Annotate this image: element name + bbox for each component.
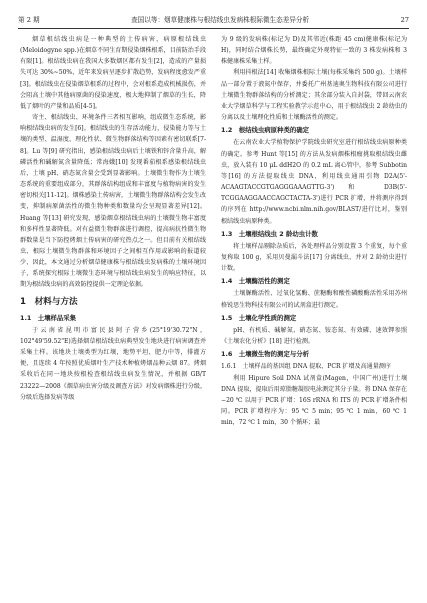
subsection-heading-1-4: 1.4 土壤酶活性的测定 <box>221 277 290 286</box>
running-title: 查国以等：烟草健康株与根结线虫发病株根际微生态差异分析 <box>131 16 310 24</box>
right-column <box>221 34 407 428</box>
issue-label: 第 2 期 <box>18 16 40 24</box>
methods-paragraph-1-3: 将土壤样品剔除杂质后，各处理样品分别设置 3 个重复，每个重复称取 100 g，采用贝曼漏斗法[17] 分离线虫，并对 2 龄幼虫进行计数。 <box>221 242 407 273</box>
methods-paragraph-1-5: pH、有机质、碱解氮、硝态氮、铵态氮、有效磷、速效钾参照《土壤农化分析》[18] 进行检测。 <box>221 326 407 346</box>
subsection-heading-1-6: 1.6 土壤微生物的测定与分析 <box>221 350 310 359</box>
left-column <box>20 34 206 403</box>
intro-paragraph-1: 烟草根结线虫病是一种典型的土传病害，病原根结线虫(Meloidogyne spp.)在烟草不同生育期侵染烟株根系，目前防治手段有限[1]。根结线虫病在我国大多数烟区都有发生[2]，造成的产量损失可达 30%~50%，近年来发病呈逐步扩散趋势，发病程度愈发严重[3]。根结线虫在侵染烟草根系的过程中，会对根系造成机械损伤，并会阻高土壤中其他病原菌的侵染速度，极大地抑制了烟草的生长，降低了烟叶的产量和品质[4-5]。 <box>20 36 206 110</box>
header-rule <box>18 28 409 29</box>
subsection-heading-1-1: 1.1 土壤样品采集 <box>20 313 77 322</box>
methods-paragraph-sampling: 利用抖根法[14] 收集烟株根际土壤(每株采集约 500 g)。土壤样品一部分置于液氮中保存，并委托广州基迪奥生物科技有限公司进行土壤微生物群落结构的分析测定；其余部分装入自封袋，带回云南农业大学烟草科学与工程实验教学示范中心，用于根结线虫 2 龄幼虫的分离以及土壤理化性质和土壤酶活性的测定。 <box>221 69 407 122</box>
methods-paragraph-1-4: 土壤脲酶活性、过氧化氢酶、蔗糖酶和酸性磷酸酶活性采用苏州格锐思生物科技有限公司的试剂盒进行测定。 <box>221 290 407 309</box>
section-heading-materials-methods: 1 材料与方法 <box>20 296 78 307</box>
subsection-heading-1-2: 1.2 根结线虫病原种类的确定 <box>221 126 310 135</box>
methods-paragraph-1-1-cont: 为 9 级的发病株(标记为 D)及其邻近(株距 45 cm)健康株(标记为 H)，同时结合烟株长势，最终确定外观特征一致的 3 株发病株和 3 株健康株采集土样。 <box>221 36 407 66</box>
methods-paragraph-1-1: 于云南省昆明市富民县阿子营乡(25°19'30.72"N，102°49'59.52"E)选择烟草根结线虫病典型发生地块进行病害调查并采集土样。该地块土壤类型为红壤，地势平坦、肥力中等，排灌方便，且连续 4 年按照优质烟叶生产技术种植烤烟品种云烟 87。烤烟采收后在同一地块按根检查根结线虫病发生情况，并根据 GB/T 23222—2008《烟草病虫害分级及调查方法》对发病烟株进行分级，分级后选择发病等级 <box>20 326 206 401</box>
subsection-heading-1-5: 1.5 土壤化学性质的测定 <box>221 313 297 322</box>
subsubsection-heading-1-6-1: 1.6.1 土壤样品的基因组 DNA 提取、PCR 扩增及高通量测序 <box>221 363 391 371</box>
methods-paragraph-1-2: 在云南农业大学植物保护学院线虫研究室进行根结线虫病原种类的确定。参考 Hunt 等[15] 的方法从发病烟株根瘤挑取根结线虫雌虫，放入装有 10 μL ddH2O 的 0.2 mL 离心管中，参考 Subbotin 等[16] 的方法提取线虫 DNA，利用线虫通用引物 D2A(5'-ACAAGTACCGTGAGGGAAAGTTG-3')和 D3B(5'-TCGGAAGGAACCAGCTACTA-3')进行 PCR 扩增，并将测序得到的序列在 http://www.ncbi.nlm.nih.gov/BLAST/进行比对，鉴别根结线虫病原种类。 <box>221 139 407 225</box>
intro-paragraph-2: 寄主、根结线虫、环境条件三者相互影响，组成微生态系统，影响根结线虫病的发生[6]。根结线虫的生存活动能力，侵染能力等与土壤的类型、温湿度、理化性状、微生物群落结构等因素有密切联系[7-8]。Lu 等[9] 研究指出，感染根结线虫病后土壤铁和锌含量升高，解磷活性和碱解氮含量降低；常海娥[10] 发现番茄根系感染根结线虫后，土壤 pH、硝态氮含量会受到显著影响。土壤微生物作为土壤生态系统的重要组成部分，其群落结构组成和丰富度与植物病害的发生密切相关[11-12]。烟株感染土传病害，土壤微生物群落结构会发生改变，抑制病原菌活性的微生物种类和数量均会呈现显著差异[12]。Huang 等[13] 研究发现，感染烟草根结线虫病的土壤微生物丰富度和多样性显著降低。对有益微生物群落进行调控，提高病抗性微生物群数量是当下防控烤烟土传病害的研究热点之一。但目前有关根结线虫、根际土壤微生物群落和环境因子之间相互作用或影响的报道较少，因此，本文通过分析烟草健康株与根结线虫发病株的土壤环境因子，系统探究根际土壤微生态环境与根结线虫病发生的响应特征，以期为根结线虫病的高效防控提供一定理论依据。 <box>20 114 206 289</box>
methods-paragraph-1-6-1: 利用 Hipure Soil DNA 试剂盒(Magen，中国广州)进行土壤 DNA 提取，提取后用琼脂糖凝胶电泳测定其分子量。将 DNA 保存在−20 ℃ 以用于 PCR 扩增：16S rRNA 和 ITS 的 PCR 扩增条件相同。PCR 扩增程序为：95 ℃ 5 min；95 ℃ 1 min，60 ℃ 1 min，72 ℃ 1 min，30 个循环；最 <box>221 374 407 427</box>
running-head <box>18 14 409 26</box>
subsection-heading-1-3: 1.3 土壤根结线虫 2 龄幼虫计数 <box>221 229 318 238</box>
page-number: 27 <box>400 16 409 24</box>
